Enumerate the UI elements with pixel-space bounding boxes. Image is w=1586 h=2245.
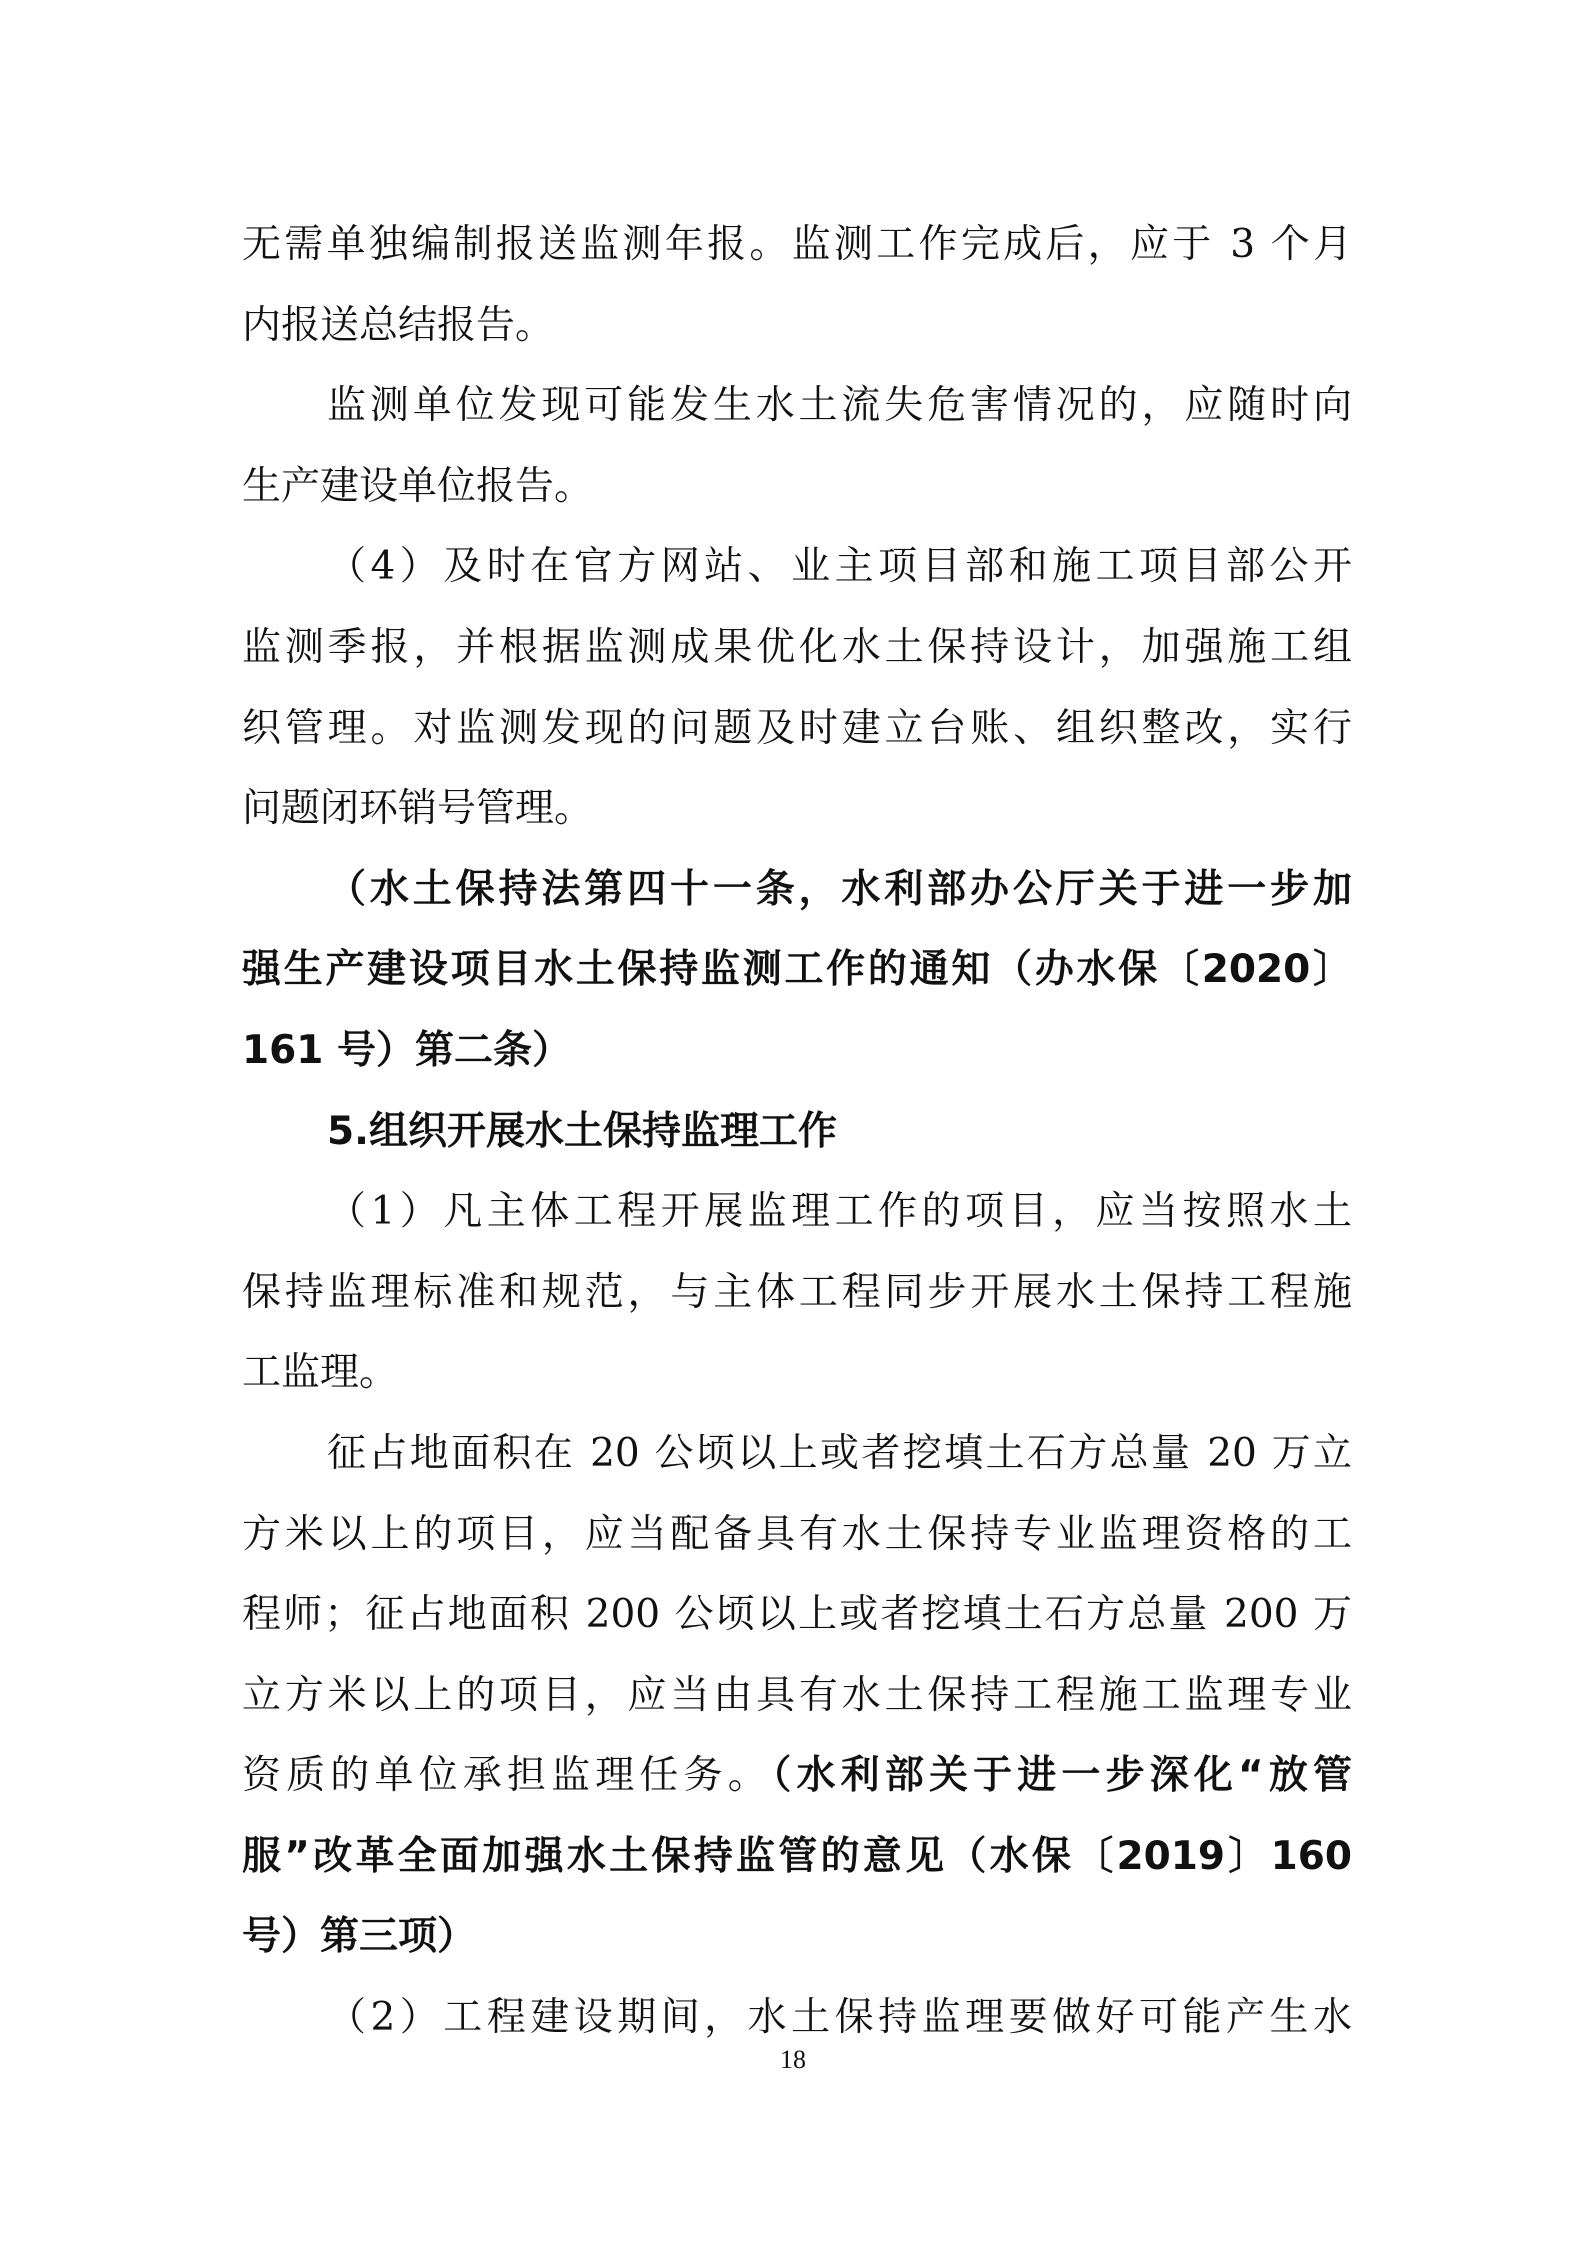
section-heading: 5.组织开展水土保持监理工作 bbox=[327, 1108, 837, 1154]
text-line: 无需单独编制报送监测年报。监测工作完成后，应于 3 个月 bbox=[242, 222, 1352, 267]
text-line: 保持监理标准和规范，与主体工程同步开展水土保持工程施 bbox=[242, 1269, 1352, 1315]
citation-line: （水土保持法第四十一条，水利部办公厅关于进一步加 bbox=[327, 866, 1352, 912]
text-line: 监测季报，并根据监测成果优化水土保持设计，加强施工组 bbox=[242, 624, 1352, 670]
text-line: 内报送总结报告。 bbox=[242, 302, 555, 348]
citation-line: 161 号）第二条） bbox=[242, 1027, 571, 1073]
paragraph-start: （4）及时在官方网站、业主项目部和施工项目部公开 bbox=[327, 544, 1352, 590]
citation-line: 号）第三项） bbox=[242, 1914, 477, 1960]
paragraph-start: （2）工程建设期间，水土保持监理要做好可能产生水 bbox=[327, 1995, 1352, 2041]
text-line: 生产建设单位报告。 bbox=[242, 463, 594, 509]
paragraph-start: 征占地面积在 20 公顷以上或者挖填土石方总量 20 万立 bbox=[327, 1430, 1352, 1476]
text-line: 织管理。对监测发现的问题及时建立台账、组织整改，实行 bbox=[242, 705, 1352, 751]
text-line: 问题闭环销号管理。 bbox=[242, 786, 594, 832]
text-line: 方米以上的项目，应当配备具有水土保持专业监理资格的工 bbox=[242, 1511, 1352, 1557]
citation-line: 服”改革全面加强水土保持监管的意见（水保〔2019〕160 bbox=[242, 1833, 1352, 1879]
text-line: 立方米以上的项目，应当由具有水土保持工程施工监理专业 bbox=[242, 1672, 1352, 1718]
text-line: 工监理。 bbox=[242, 1350, 399, 1396]
page-number: 18 bbox=[780, 2045, 806, 2074]
paragraph-start: 监测单位发现可能发生水土流失危害情况的，应随时向 bbox=[327, 383, 1352, 429]
citation-inline: （水利部关于进一步深化“放管 bbox=[771, 1753, 1352, 1799]
document-body bbox=[242, 205, 1352, 2059]
paragraph-start: （1）凡主体工程开展监理工作的项目，应当按照水土 bbox=[327, 1189, 1352, 1235]
citation-line: 强生产建设项目水土保持监测工作的通知（办水保〔2020〕 bbox=[242, 947, 1352, 993]
text-line: 程师；征占地面积 200 公顷以上或者挖填土石方总量 200 万 bbox=[242, 1592, 1352, 1638]
text-line: 资质的单位承担监理任务。（水利部关于进一步深化“放管 bbox=[242, 1753, 1352, 1799]
